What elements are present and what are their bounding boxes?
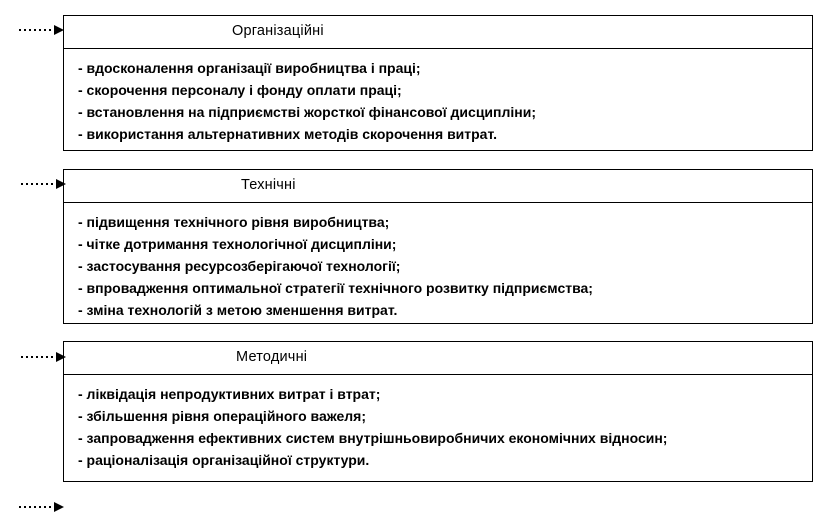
list-item: - запровадження ефективних систем внутрішньовиробничих економічних відносин; [78, 430, 668, 446]
list-item: - скорочення персоналу і фонду оплати праці; [78, 82, 402, 98]
list-item: - ліквідація непродуктивних витрат і втрат; [78, 386, 381, 402]
list-item: - вдосконалення організації виробництва і праці; [78, 60, 421, 76]
item-list [78, 57, 812, 145]
section-title: Технічні [241, 177, 296, 193]
dotted-arrow-icon [20, 351, 66, 363]
section-header [63, 169, 813, 203]
list-item: - підвищення технічного рівня виробництва; [78, 214, 390, 230]
item-list [78, 211, 812, 321]
list-item: - встановлення на підприємстві жорсткої фінансової дисципліни; [78, 104, 537, 120]
section-body [63, 375, 813, 482]
section-title: Організаційні [232, 23, 324, 39]
list-item: - чітке дотримання технологічної дисципліни; [78, 236, 397, 252]
list-item: - раціоналізація організаційної структури. [78, 452, 370, 468]
dotted-arrow-icon [18, 24, 64, 36]
section-header [63, 341, 813, 375]
section-body [63, 49, 813, 151]
list-item: - використання альтернативних методів скорочення витрат. [78, 126, 497, 142]
dotted-arrow-icon [20, 178, 66, 190]
list-item: - застосування ресурсозберігаючої технології; [78, 258, 401, 274]
section-header [63, 15, 813, 49]
item-list [78, 383, 812, 471]
list-item: - впровадження оптимальної стратегії технічного розвитку підприємства; [78, 280, 593, 296]
dotted-arrow-icon [18, 501, 64, 513]
list-item: - збільшення рівня операційного важеля; [78, 408, 366, 424]
section-body [63, 203, 813, 324]
section-title: Методичні [236, 349, 308, 365]
list-item: - зміна технологій з метою зменшення витрат. [78, 302, 398, 318]
